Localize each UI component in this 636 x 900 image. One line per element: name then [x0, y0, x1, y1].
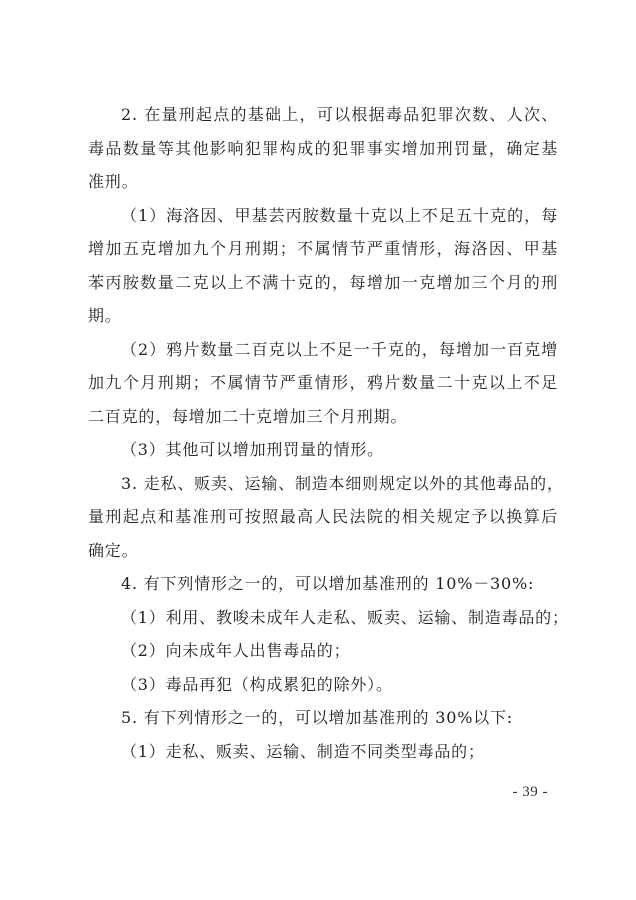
text-line: 准刑。 [88, 172, 139, 191]
text-line: 量刑起点和基准刑可按照最高人民法院的相关规定予以换算后 [88, 507, 558, 526]
text-line: 4. 有下列情形之一的，可以增加基准刑的 10%－30%: [121, 574, 535, 593]
paragraph-item-3 [88, 467, 564, 568]
text-line: 苯丙胺数量二克以上不满十克的，每增加一克增加三个月的刑 [88, 272, 558, 292]
paragraph-sub-item-1 [88, 199, 558, 333]
text-line: （1）走私、贩卖、运输、制造不同类型毒品的； [121, 741, 485, 761]
text-line: 期。 [88, 306, 122, 325]
paragraph-sub-item-1 [88, 735, 558, 769]
text-line: 加九个月刑期；不属情节严重情形，鸦片数量二十克以上不足 [88, 373, 558, 392]
paragraph-sub-item-2 [88, 333, 558, 434]
text-line: （1）海洛因、甲基芸丙胺数量十克以上不足五十克的，每 [121, 205, 558, 225]
text-line: （3）其他可以增加刑罚量的情形。 [121, 440, 384, 459]
paragraph-sub-item-2 [88, 634, 558, 668]
paragraph-item-2 [88, 98, 558, 199]
text-line: 毒品数量等其他影响犯罪构成的犯罪事实增加刑罚量，确定基 [88, 138, 558, 158]
text-line: 二百克的，每增加二十克增加三个月刑期。 [88, 406, 408, 426]
text-line: 增加五克增加九个月刑期；不属情节严重情形，海洛因、甲基 [88, 239, 558, 258]
paragraph-item-5 [88, 701, 558, 735]
text-line: 5. 有下列情形之一的，可以增加基准刑的 30%以下: [121, 708, 513, 727]
text-line: 3. 走私、贩卖、运输、制造本细则规定以外的其他毒品的， [121, 473, 564, 493]
text-line: （2）鸦片数量二百克以上不足一千克的，每增加一百克增 [121, 339, 558, 359]
text-line: （2）向未成年人出售毒品的； [121, 641, 351, 660]
text-line: 2. 在量刑起点的基础上，可以根据毒品犯罪次数、人次、 [121, 105, 558, 124]
document-body [88, 98, 569, 768]
paragraph-sub-item-1 [88, 601, 569, 635]
page-number: - 39 - [512, 784, 548, 800]
text-line: 确定。 [88, 540, 139, 560]
text-line: （1）利用、教唆未成年人走私、贩卖、运输、制造毒品的； [121, 607, 569, 627]
paragraph-item-4 [88, 567, 558, 601]
paragraph-sub-item-3 [88, 668, 558, 702]
text-line: （3）毒品再犯（构成累犯的除外）。 [121, 674, 393, 694]
paragraph-sub-item-3 [88, 433, 558, 467]
